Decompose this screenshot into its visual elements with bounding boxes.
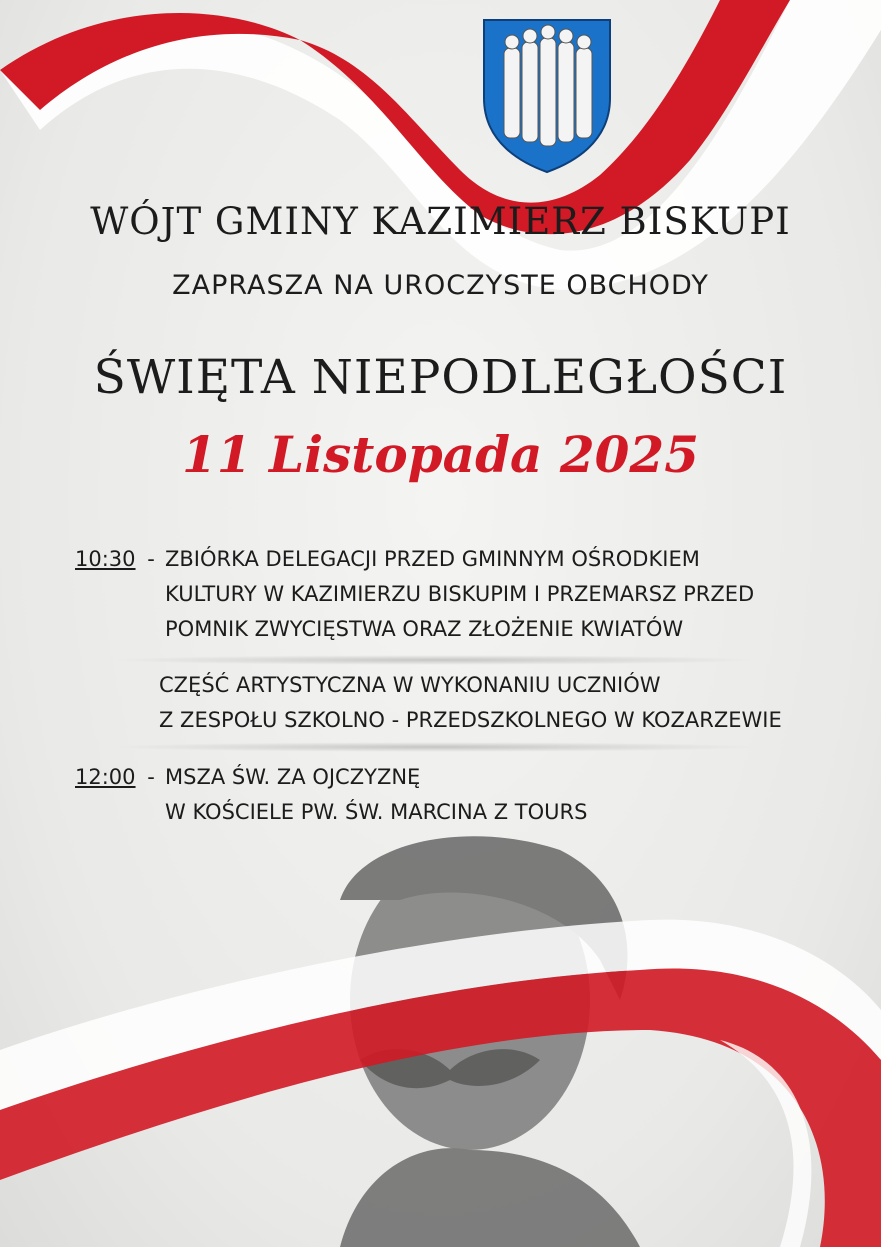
schedule-item-1030: 10:30 - ZBIÓRKA DELEGACJI PRZED GMINNYM OŚRODKIEM KULTURY W KAZIMIERZU BISKUPIM I PRZEMARSZ PRZED POMNIK ZWYCIĘSTWA ORAZ ZŁOŻENIE KWIATÓW: [75, 542, 754, 647]
schedule-text: POMNIK ZWYCIĘSTWA ORAZ ZŁOŻENIE KWIATÓW: [165, 617, 684, 641]
event-date: 11 Listopada 2025: [181, 425, 700, 484]
schedule-text: CZĘŚĆ ARTYSTYCZNA W WYKONANIU UCZNIÓW: [159, 673, 661, 697]
schedule-text: KULTURY W KAZIMIERZU BISKUPIM I PRZEMARSZ PRZED: [165, 582, 755, 606]
schedule-text: ZBIÓRKA DELEGACJI PRZED GMINNYM OŚRODKIEM: [165, 547, 700, 571]
schedule-item-1200: 12:00 - MSZA ŚW. ZA OJCZYZNĘ W KOŚCIELE PW. ŚW. MARCINA Z TOURS: [75, 760, 587, 830]
event-name: ŚWIĘTA NIEPODLEGŁOŚCI: [93, 350, 788, 405]
invitation-subtitle: ZAPRASZA NA UROCZYSTE OBCHODY: [172, 270, 709, 301]
coat-of-arms-icon: [482, 18, 612, 174]
schedule-text: MSZA ŚW. ZA OJCZYZNĘ: [165, 765, 421, 789]
divider: [110, 742, 760, 752]
schedule-text: Z ZESPOŁU SZKOLNO - PRZEDSZKOLNEGO W KOZARZEWIE: [159, 708, 782, 732]
schedule-time: 10:30: [75, 547, 136, 571]
schedule-text: W KOŚCIELE PW. ŚW. MARCINA Z TOURS: [165, 800, 588, 824]
organizer-title: WÓJT GMINY KAZIMIERZ BISKUPI: [90, 200, 791, 243]
schedule-item-artistic: [75, 668, 782, 738]
schedule-time: 12:00: [75, 765, 136, 789]
divider: [110, 655, 760, 665]
